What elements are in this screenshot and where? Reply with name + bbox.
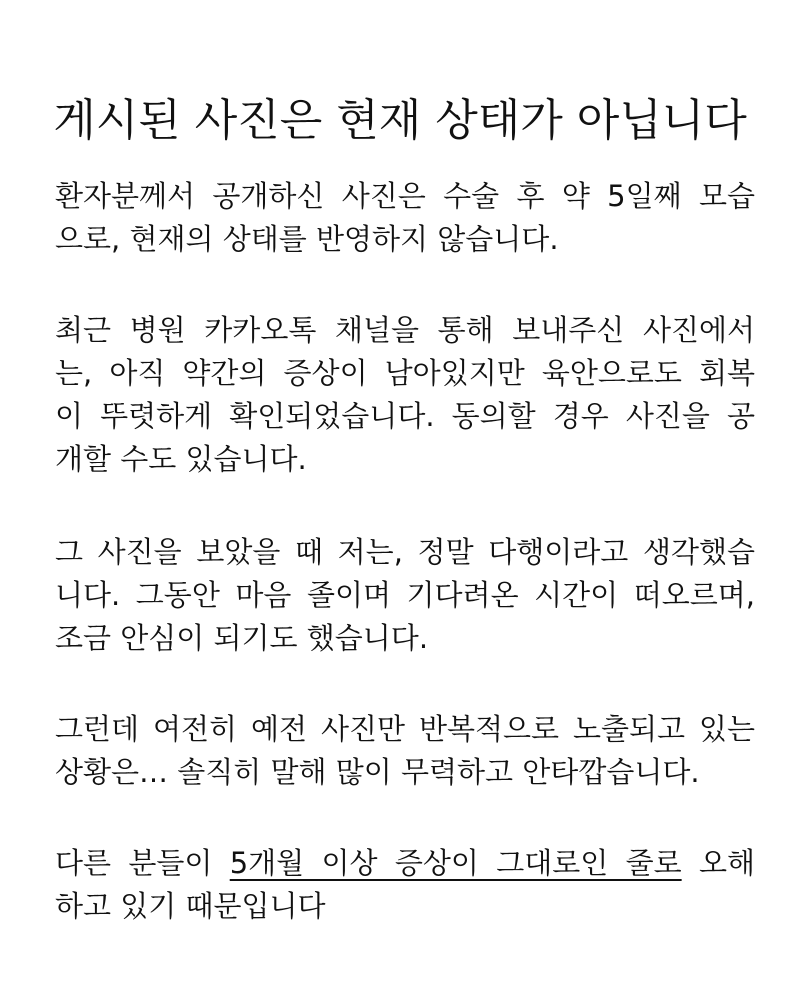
text-line: 환자분께서 공개하신 사진은 수술 후 약 5일째 모습: [55, 179, 755, 213]
text-segment: 다른 분들이: [55, 846, 230, 880]
text-line: 는, 아직 약간의 증상이 남아있지만 육안으로도 회복: [55, 356, 755, 390]
text-line: 그 사진을 보았을 때 저는, 정말 다행이라고 생각했습: [55, 535, 755, 569]
page-title: 게시된 사진은 현재 상태가 아닙니다: [53, 95, 747, 147]
paragraph-misunderstanding: [55, 842, 755, 928]
paragraph-frustration: [55, 708, 755, 794]
paragraph-relief: [55, 531, 755, 660]
text-line: 조금 안심이 되기도 했습니다.: [55, 621, 429, 655]
text-line: 개할 수도 있습니다.: [55, 442, 307, 476]
text-line: 그런데 여전히 예전 사진만 반복적으로 노출되고 있는: [55, 712, 755, 746]
text-line: [55, 842, 755, 885]
paragraph-photo-timing: [55, 175, 755, 261]
underlined-phrase: 5개월 이상 증상이 그대로인 줄로: [229, 846, 682, 880]
text-segment: 오해: [681, 846, 755, 880]
paragraph-recent-photo: [55, 309, 755, 481]
text-line: 최근 병원 카카오톡 채널을 통해 보내주신 사진에서: [55, 313, 755, 347]
text-line: 하고 있기 때문입니다: [55, 889, 326, 923]
text-line: 상황은… 솔직히 말해 많이 무력하고 안타깝습니다.: [55, 755, 700, 789]
text-line: 니다. 그동안 마음 졸이며 기다려온 시간이 떠오르며,: [55, 578, 755, 612]
text-line: 이 뚜렷하게 확인되었습니다. 동의할 경우 사진을 공: [55, 399, 755, 433]
text-line: 으로, 현재의 상태를 반영하지 않습니다.: [55, 222, 559, 256]
